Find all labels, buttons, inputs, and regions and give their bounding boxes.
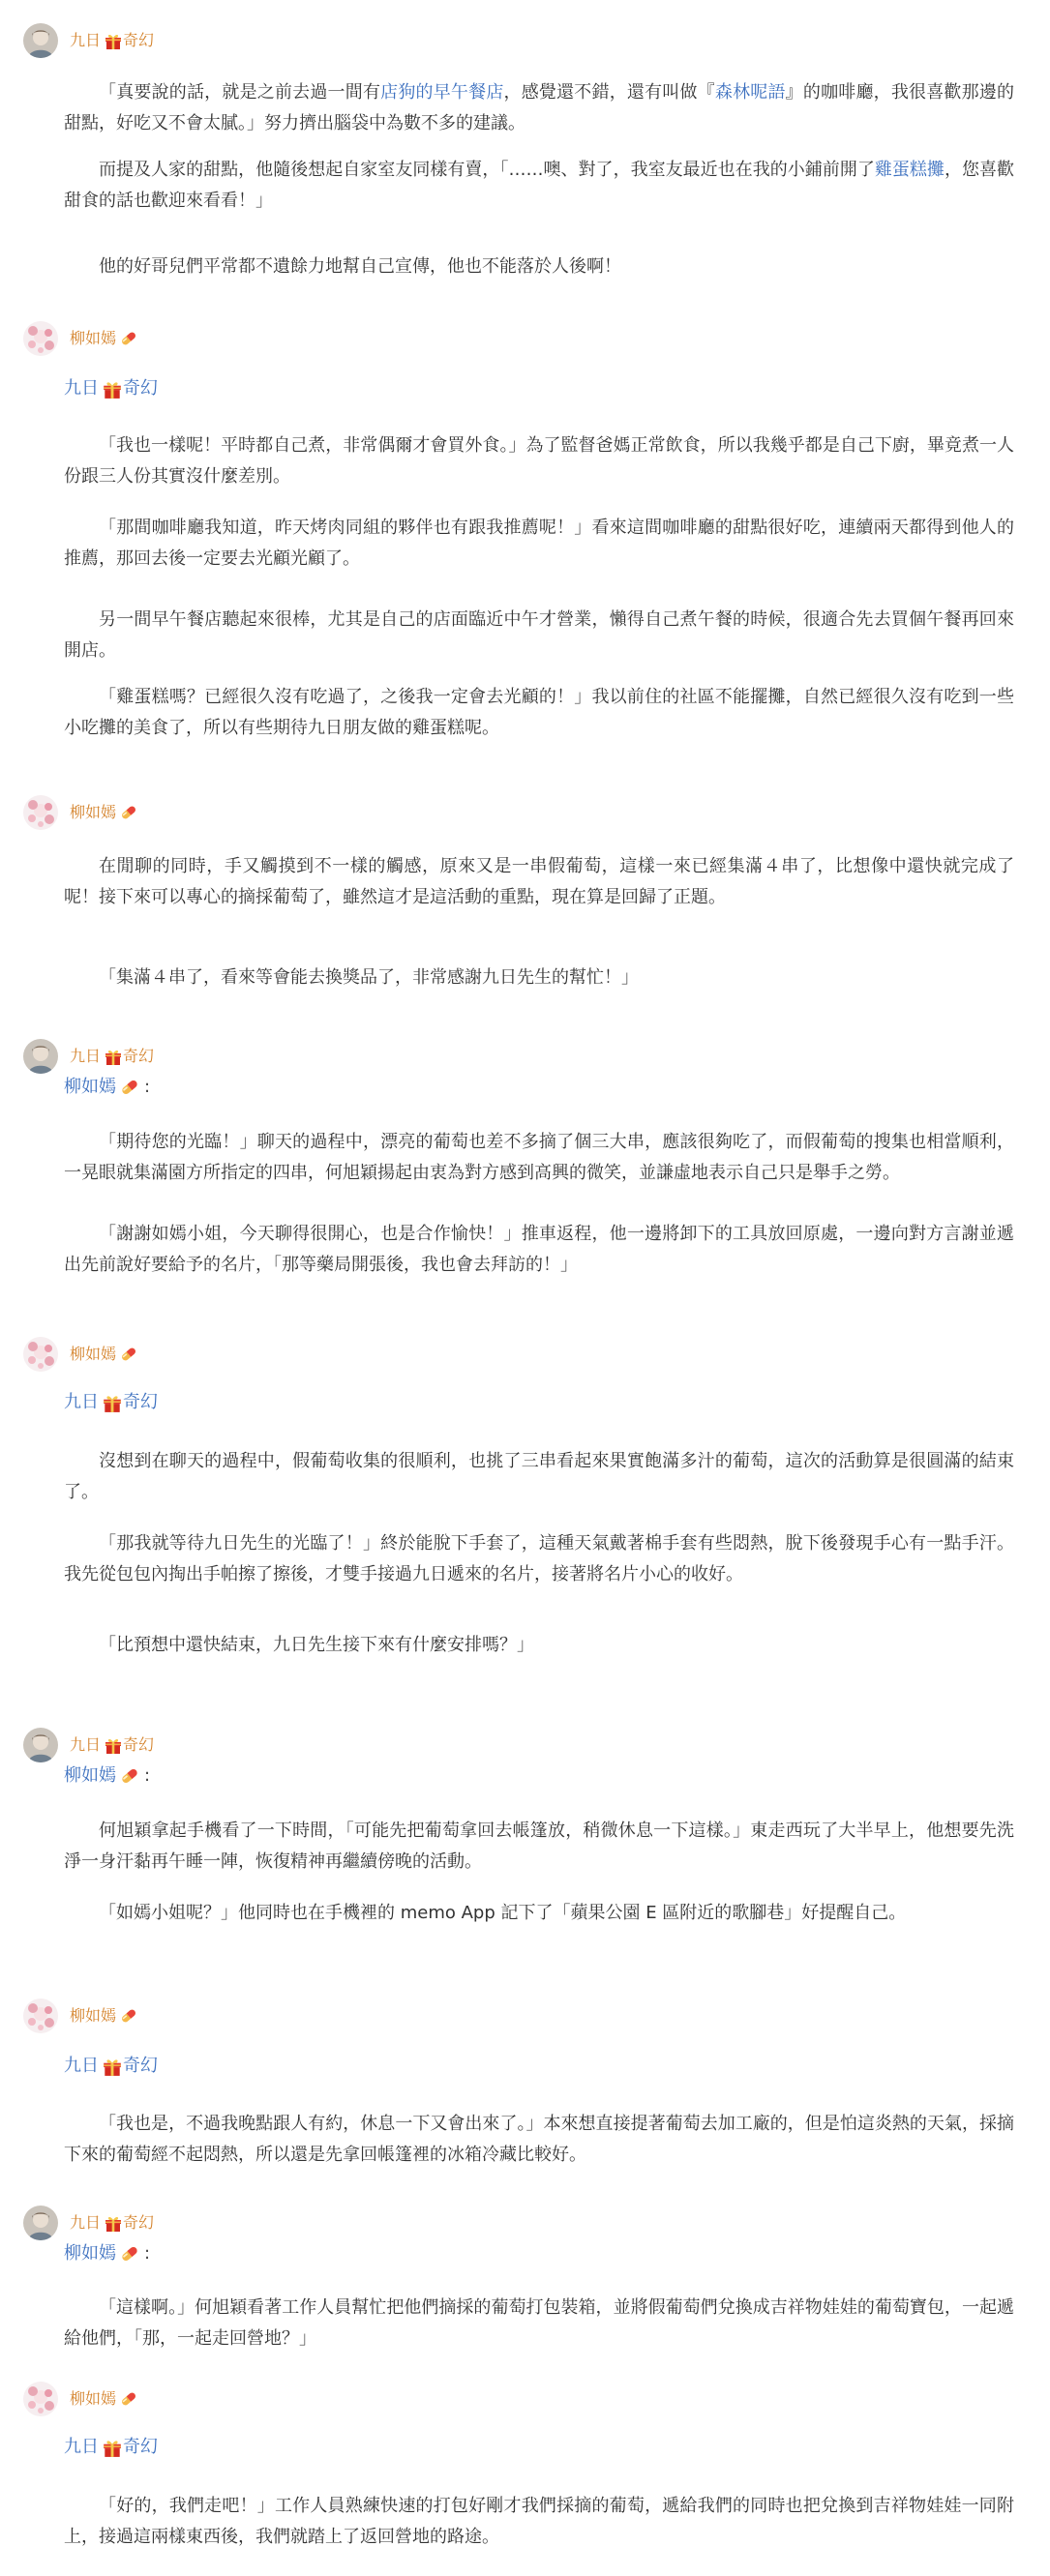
username[interactable]: 柳如嫣: [70, 803, 117, 821]
pill-sticker: [119, 1765, 140, 1787]
avatar[interactable]: [23, 23, 58, 58]
user-avatar-image: [23, 321, 58, 356]
user-avatar-image: [23, 795, 58, 830]
gift-sticker: [104, 31, 123, 50]
post-paragraph: [64, 851, 1014, 913]
mention-colon: :: [144, 1077, 151, 1097]
inline-link[interactable]: 店狗的早午餐店: [380, 82, 504, 103]
post-header: [23, 793, 138, 832]
paragraph-text: 在閒聊的同時，手又觸摸到不一樣的觸感，原來又是一串假葡萄，這樣一來已經集滿４串了，比想像中還快就完成了呢！接下來可以專心的摘採葡萄了，雖然這才是這活動的重點，現在算是回歸了正題。: [64, 856, 1014, 907]
mention-colon: :: [144, 1765, 151, 1786]
author-line: [70, 803, 138, 822]
post-paragraph: [64, 1219, 1014, 1281]
post-header: [23, 21, 154, 60]
avatar[interactable]: [23, 1039, 58, 1074]
post-paragraph: [64, 1127, 1014, 1189]
gift-sticker: [102, 2437, 123, 2458]
avatar[interactable]: [23, 321, 58, 356]
pill-sticker: [119, 1345, 138, 1364]
paragraph-text: 「我也是，不過我晚點跟人有約，休息一下又會出來了。」本來想直接提著葡萄去加工廠的，但是怕這炎熱的天氣，採摘下來的葡萄經不起悶熱，所以還是先拿回帳篷裡的冰箱冷藏比較好。: [64, 2114, 1014, 2165]
user-avatar-image: [23, 2382, 58, 2416]
gift-sticker: [102, 2056, 123, 2077]
inline-link[interactable]: 森林呢語: [714, 82, 786, 103]
gift-sticker: [104, 1047, 123, 1066]
username[interactable]: 柳如嫣: [70, 1345, 117, 1363]
gift-icon: [104, 2213, 123, 2233]
avatar[interactable]: [23, 1728, 58, 1762]
pill-icon: [119, 2243, 140, 2265]
post-paragraph: [64, 605, 1014, 666]
user-title: 奇幻: [123, 378, 158, 399]
username[interactable]: 九日: [64, 2056, 99, 2076]
avatar[interactable]: [23, 2382, 58, 2416]
post-paragraph: [64, 2293, 1014, 2354]
paragraph-text: 「這樣啊。」何旭穎看著工作人員幫忙把他們摘採的葡萄打包裝箱，並將假葡萄們兌換成吉祥物娃娃的葡萄寶包，一起遞給他們，「那，一起走回營地？」: [64, 2297, 1014, 2349]
reply-mention[interactable]: [64, 1764, 150, 1788]
paragraph-text: 「雞蛋糕嗎？已經很久沒有吃過了，之後我一定會去光顧的！」我以前住的社區不能擺攤，自然已經很久沒有吃到一些小吃攤的美食了，所以有些期待九日朋友做的雞蛋糕呢。: [64, 687, 1014, 738]
author-line: [70, 2006, 138, 2026]
paragraph-text: ，您喜歡甜食的話也歡迎來看看！」: [64, 160, 1014, 211]
paragraph-text: 「真要說的話，就是之前去過一間有: [99, 82, 381, 103]
post-paragraph: [64, 430, 1014, 492]
gift-sticker: [102, 378, 123, 400]
paragraph-text: 「如嫣小姐呢？」他同時也在手機裡的 memo App 記下了「蘋果公園 E 區附近的歌腳巷」好提醒自己。: [99, 1903, 907, 1923]
paragraph-text: 而提及人家的甜點，他隨後想起自家室友同樣有賣，「……噢、對了，我室友最近也在我的小鋪前開了: [99, 160, 875, 180]
pill-sticker: [119, 1077, 140, 1098]
pill-sticker: [119, 2243, 140, 2265]
user-title: 奇幻: [123, 31, 155, 49]
avatar[interactable]: [23, 1999, 58, 2033]
paragraph-text: 「那間咖啡廳我知道，昨天烤肉同組的夥伴也有跟我推薦呢！」看來這間咖啡廳的甜點很好吃，連續兩天都得到他人的推薦，那回去後一定要去光顧光顧了。: [64, 518, 1014, 569]
author-line: [70, 31, 154, 50]
post-paragraph: [64, 962, 1014, 993]
gift-icon: [102, 2056, 123, 2077]
username[interactable]: 九日: [70, 1047, 102, 1065]
username[interactable]: 九日: [64, 1392, 99, 1412]
author-line: [70, 329, 138, 348]
user-title: 奇幻: [123, 2213, 155, 2232]
paragraph-text: 「謝謝如嫣小姐，今天聊得很開心，也是合作愉快！」推車返程，他一邊將卸下的工具放回原處，一邊向對方言謝並遞出先前說好要給予的名片，「那等藥局開張後，我也會去拜訪的！」: [64, 1224, 1014, 1275]
username[interactable]: 柳如嫣: [64, 1077, 116, 1097]
pill-icon: [119, 329, 138, 348]
post-header: [23, 1037, 154, 1076]
pill-icon: [119, 1345, 138, 1364]
post-paragraph: [64, 2491, 1014, 2553]
author-line: [70, 1345, 138, 1364]
user-avatar-image: [23, 1728, 58, 1762]
author-line: [70, 1735, 154, 1755]
user-avatar-image: [23, 2206, 58, 2240]
reply-mention[interactable]: [64, 377, 158, 400]
reply-mention[interactable]: [64, 1076, 150, 1099]
post-header: [23, 2380, 138, 2418]
username[interactable]: 柳如嫣: [64, 1765, 116, 1786]
user-title: 奇幻: [123, 2437, 158, 2457]
pill-sticker: [119, 803, 138, 822]
reply-mention[interactable]: [64, 2242, 150, 2265]
post-paragraph: [64, 1898, 1014, 1929]
pill-icon: [119, 2006, 138, 2026]
post-paragraph: [64, 1630, 1014, 1661]
author-line: [70, 2213, 154, 2233]
paragraph-text: 』的咖啡廳，我很喜歡那邊的甜點，好吃又不會太膩。」努力擠出腦袋中為數不多的建議。: [64, 82, 1015, 133]
inline-link[interactable]: 雞蛋糕攤: [874, 160, 945, 180]
post-header: [23, 319, 138, 358]
author-line: [70, 2389, 138, 2409]
gift-icon: [102, 378, 123, 400]
post-paragraph: [64, 1816, 1014, 1878]
paragraph-text: 「好的，我們走吧！」工作人員熟練快速的打包好剛才我們採摘的葡萄，遞給我們的同時也把兌換到吉祥物娃娃一同附上，接過這兩樣東西後，我們就踏上了返回營地的路途。: [64, 2496, 1014, 2547]
user-avatar-image: [23, 1999, 58, 2033]
pill-sticker: [119, 2006, 138, 2026]
post-paragraph: [64, 682, 1014, 744]
post-header: [23, 1997, 138, 2035]
user-avatar-image: [23, 1337, 58, 1372]
username[interactable]: 柳如嫣: [70, 329, 117, 347]
gift-sticker: [104, 1735, 123, 1755]
pill-icon: [119, 1765, 140, 1787]
author-line: [70, 1047, 154, 1066]
paragraph-text: 「比預想中還快結束，九日先生接下來有什麼安排嗎？」: [99, 1635, 534, 1655]
username[interactable]: 柳如嫣: [64, 2243, 116, 2264]
paragraph-text: 另一間早午餐店聽起來很棒，尤其是自己的店面臨近中午才營業，懶得自己煮午餐的時候，很適合先去買個午餐再回來開店。: [64, 609, 1014, 661]
post-paragraph: [64, 513, 1014, 575]
gift-icon: [104, 31, 123, 50]
gift-icon: [102, 2437, 123, 2458]
username[interactable]: 九日: [70, 1735, 102, 1754]
pill-icon: [119, 803, 138, 822]
reply-mention[interactable]: [64, 1391, 158, 1414]
user-avatar-image: [23, 23, 58, 58]
pill-sticker: [119, 329, 138, 348]
username[interactable]: 九日: [64, 378, 99, 399]
username[interactable]: 柳如嫣: [70, 2006, 117, 2025]
gift-icon: [104, 1735, 123, 1755]
pill-sticker: [119, 2389, 138, 2409]
username[interactable]: 九日: [70, 31, 102, 49]
gift-sticker: [104, 2213, 123, 2233]
post-header: [23, 1335, 138, 1374]
post-paragraph: [64, 155, 1014, 217]
paragraph-text: 「我也一樣呢！平時都自己煮，非常偶爾才會買外食。」為了監督爸媽正常飲食，所以我幾乎都是自己下廚，畢竟煮一人份跟三人份其實沒什麼差別。: [64, 435, 1014, 487]
user-avatar-image: [23, 1039, 58, 1074]
paragraph-text: ，感覺還不錯，還有叫做『: [503, 82, 715, 103]
user-title: 奇幻: [123, 1047, 155, 1065]
paragraph-text: 「那我就等待九日先生的光臨了！」終於能脫下手套了，這種天氣戴著棉手套有些悶熱，脫下後發現手心有一點手汗。我先從包包內掏出手帕擦了擦後，才雙手接過九日遞來的名片，接著將名片小心的收好。: [64, 1533, 1014, 1584]
username[interactable]: 九日: [64, 2437, 99, 2457]
reply-mention[interactable]: [64, 2055, 158, 2078]
avatar[interactable]: [23, 1337, 58, 1372]
post-header: [23, 2204, 154, 2242]
mention-colon: :: [144, 2243, 151, 2264]
username[interactable]: 九日: [70, 2213, 102, 2232]
gift-icon: [102, 1392, 123, 1413]
user-title: 奇幻: [123, 1392, 158, 1412]
username[interactable]: 柳如嫣: [70, 2389, 117, 2408]
post-paragraph: [64, 1528, 1014, 1590]
pill-icon: [119, 2389, 138, 2409]
post-paragraph: [64, 252, 1014, 282]
paragraph-text: 他的好哥兒們平常都不遺餘力地幫自己宣傳，他也不能落於人後啊！: [99, 256, 621, 277]
avatar[interactable]: [23, 795, 58, 830]
paragraph-text: 「期待您的光臨！」聊天的過程中，漂亮的葡萄也差不多摘了個三大串，應該很夠吃了，而假葡萄的搜集也相當順利，一晃眼就集滿園方所指定的四串，何旭穎揚起由衷為對方感到高興的微笑，並謙虛地表示自己只是舉手之勞。: [64, 1132, 1014, 1183]
post-paragraph: [64, 2109, 1014, 2171]
user-title: 奇幻: [123, 2056, 158, 2076]
reply-mention[interactable]: [64, 2436, 158, 2459]
paragraph-text: 沒想到在聊天的過程中，假葡萄收集的很順利，也挑了三串看起來果實飽滿多汁的葡萄，這次的活動算是很圓滿的結束了。: [64, 1451, 1014, 1502]
paragraph-text: 「集滿４串了，看來等會能去換獎品了，非常感謝九日先生的幫忙！」: [99, 967, 639, 988]
paragraph-text: 何旭穎拿起手機看了一下時間，「可能先把葡萄拿回去帳篷放，稍微休息一下這樣。」東走西玩了大半早上，他想要先洗淨一身汗黏再午睡一陣，恢復精神再繼續傍晚的活動。: [64, 1821, 1014, 1872]
avatar[interactable]: [23, 2206, 58, 2240]
gift-sticker: [102, 1392, 123, 1413]
gift-icon: [104, 1047, 123, 1066]
post-paragraph: [64, 1446, 1014, 1508]
post-header: [23, 1726, 154, 1764]
user-title: 奇幻: [123, 1735, 155, 1754]
pill-icon: [119, 1077, 140, 1098]
post-paragraph: [64, 77, 1014, 139]
